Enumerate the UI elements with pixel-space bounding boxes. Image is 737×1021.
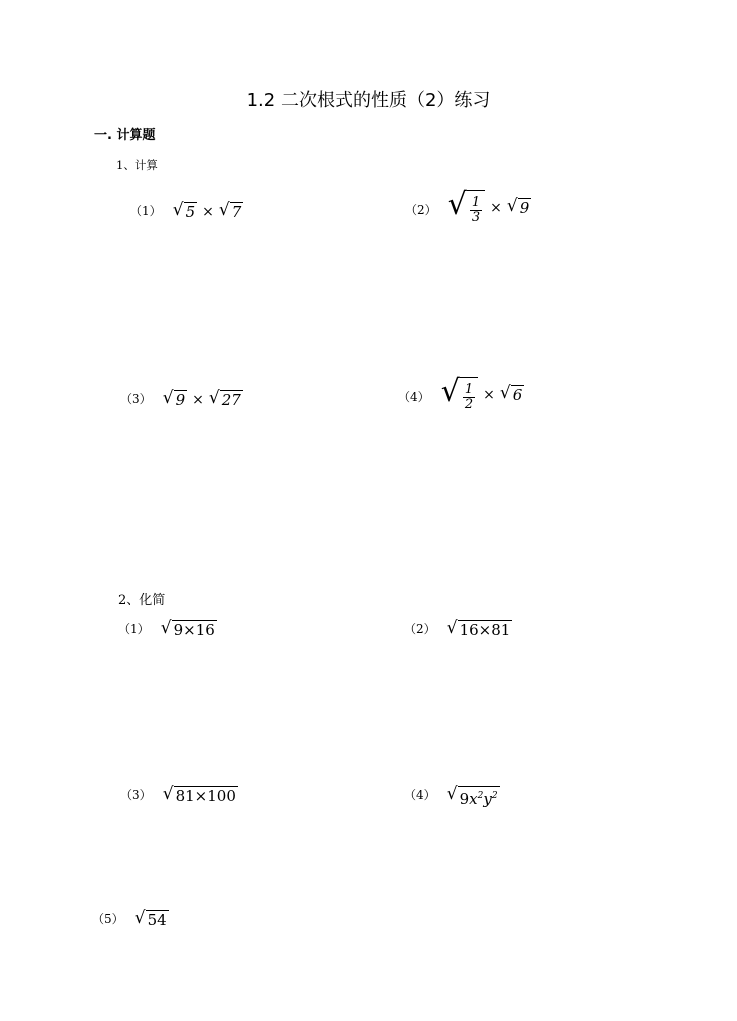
q1-item-1: [130, 200, 243, 221]
radical: [163, 390, 187, 409]
item-number: （1）: [118, 622, 150, 636]
sqrt-sign: √: [440, 374, 460, 409]
radical: [173, 202, 197, 221]
times-sign: ×: [490, 199, 502, 216]
q2-item-4: [404, 784, 500, 808]
sqrt-sign: √: [506, 196, 518, 216]
math-expression: [447, 786, 500, 808]
sqrt-sign: √: [446, 784, 458, 804]
question-2-label: 2、化简: [118, 593, 166, 608]
radical: [219, 202, 243, 221]
numerator: 1: [471, 195, 481, 210]
exponent: 2: [491, 791, 498, 801]
sqrt-sign: √: [447, 187, 467, 222]
math-expression: [447, 620, 513, 639]
item-number: （5）: [92, 912, 124, 926]
sqrt-sign: √: [162, 388, 174, 408]
radicand: 54: [147, 911, 167, 929]
radical: [440, 374, 478, 412]
sqrt-sign: √: [499, 383, 511, 403]
sqrt-sign: √: [162, 784, 174, 804]
radical: [135, 910, 169, 929]
math-expression: [173, 202, 244, 221]
math-expression: [163, 390, 243, 409]
sqrt-sign: √: [446, 618, 458, 638]
page-title: 1.2 二次根式的性质（2）练习: [246, 90, 491, 111]
times-sign: ×: [483, 386, 495, 403]
radical: [447, 187, 485, 225]
radicand: 5: [185, 203, 196, 221]
denominator: 3: [471, 210, 481, 225]
radicand: 9: [519, 199, 530, 217]
q2-item-2: [404, 618, 512, 639]
item-number: （2）: [404, 622, 436, 636]
math-expression: [440, 374, 525, 412]
radicand: 81×100: [175, 787, 236, 805]
radicand: 6: [512, 386, 523, 404]
item-number: （2）: [405, 203, 437, 217]
fraction: [463, 383, 475, 412]
radicand: 27: [221, 391, 241, 409]
radicand: [458, 786, 500, 808]
q2-item-1: [118, 618, 217, 639]
q2-item-5: [92, 908, 169, 929]
variable-x: x: [469, 790, 478, 808]
exponent: 2: [477, 791, 484, 801]
variable-y: y: [483, 790, 492, 808]
radicand: 16×81: [459, 621, 511, 639]
item-number: （1）: [130, 204, 162, 218]
q1-item-3: [120, 388, 243, 409]
sqrt-sign: √: [160, 618, 172, 638]
sqrt-sign: √: [134, 908, 146, 928]
denominator: 2: [464, 397, 474, 412]
math-expression: [163, 786, 238, 805]
sqrt-sign: √: [208, 388, 220, 408]
item-number: （4）: [398, 390, 430, 404]
question-1-label: 1、计算: [116, 158, 158, 172]
math-expression: [447, 187, 532, 225]
q1-item-4: [398, 374, 524, 412]
item-number: （4）: [404, 788, 436, 802]
radical: [447, 786, 500, 808]
q2-item-3: [120, 784, 238, 805]
radical: [447, 620, 513, 639]
math-expression: [135, 910, 169, 929]
numerator: 1: [464, 382, 474, 397]
radical: [209, 390, 243, 409]
sqrt-sign: √: [172, 200, 184, 220]
fraction: [470, 196, 482, 225]
times-sign: ×: [192, 391, 204, 408]
radical: [161, 620, 217, 639]
times-sign: ×: [202, 203, 214, 220]
radicand: [460, 377, 478, 412]
q1-item-2: [405, 187, 531, 225]
radicand: 9×16: [173, 621, 215, 639]
radicand: 7: [231, 203, 242, 221]
radicand: [467, 190, 485, 225]
radicand: 9: [175, 391, 186, 409]
radical: [507, 198, 531, 217]
radical: [500, 385, 524, 404]
item-number: （3）: [120, 788, 152, 802]
sqrt-sign: √: [218, 200, 230, 220]
radical: [163, 786, 238, 805]
coefficient: 9: [459, 790, 470, 808]
item-number: （3）: [120, 392, 152, 406]
section-heading: 一. 计算题: [94, 128, 156, 143]
math-expression: [161, 620, 217, 639]
